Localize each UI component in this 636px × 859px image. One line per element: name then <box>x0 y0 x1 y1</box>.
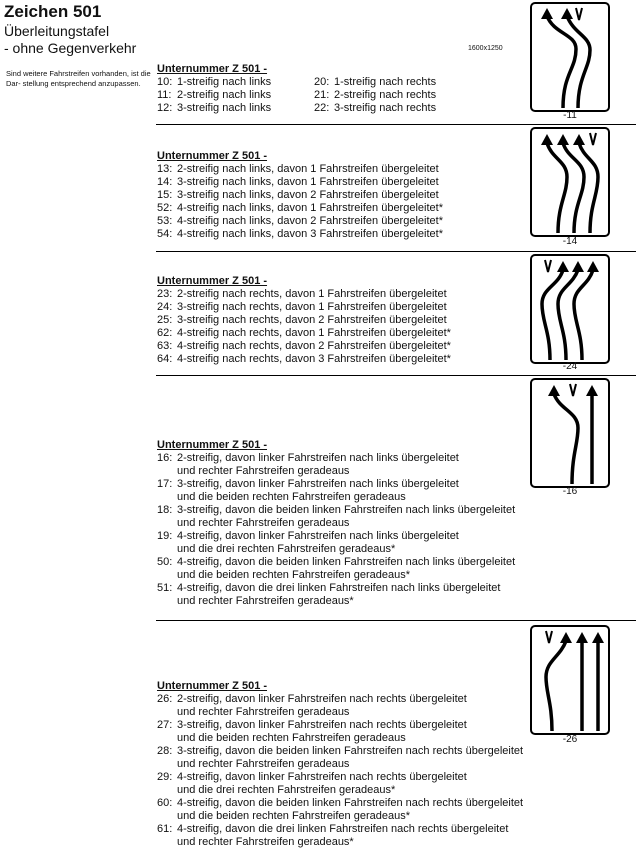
size-label: 1600x1250 <box>468 45 503 52</box>
section-5 <box>157 680 523 849</box>
list-item: 64: 4-streifig nach rechts, davon 3 Fahrstreifen übergeleitet* <box>157 353 451 365</box>
section-heading: Unternummer Z 501 - <box>157 680 268 692</box>
list-item-continuation: und rechter Fahrstreifen geradeaus <box>177 517 350 529</box>
sign-24 <box>530 254 610 364</box>
page-title: Zeichen 501 <box>4 2 102 21</box>
list-item: 11: 2-streifig nach links <box>157 89 272 101</box>
sign-caption: -26 <box>562 734 578 745</box>
list-item: 62: 4-streifig nach rechts, davon 1 Fahrstreifen übergeleitet* <box>157 327 451 339</box>
list-item-continuation: und rechter Fahrstreifen geradeaus* <box>177 595 354 607</box>
list-item: 28: 3-streifig, davon die beiden linken Fahrstreifen nach rechts übergeleitet <box>157 745 524 757</box>
divider <box>156 375 636 376</box>
list-item-continuation: und die beiden rechten Fahrstreifen geradeaus <box>177 732 406 744</box>
section-1 <box>157 63 436 115</box>
list-item: 13: 2-streifig nach links, davon 1 Fahrstreifen übergeleitet <box>157 163 439 175</box>
list-item: 18: 3-streifig, davon die beiden linken Fahrstreifen nach links übergeleitet <box>157 504 516 516</box>
list-item: 51: 4-streifig, davon die drei linken Fahrstreifen nach links übergeleitet <box>157 582 501 594</box>
sign-16 <box>530 378 610 488</box>
list-item: 63: 4-streifig nach rechts, davon 2 Fahrstreifen übergeleitet* <box>157 340 451 352</box>
sign-26 <box>530 625 610 735</box>
list-item: 17: 3-streifig, davon linker Fahrstreifen nach links übergeleitet <box>157 478 459 490</box>
list-item: 10: 1-streifig nach links <box>157 76 272 88</box>
divider <box>156 620 636 621</box>
list-item: 20: 1-streifig nach rechts <box>314 76 437 88</box>
list-item: 21: 2-streifig nach rechts <box>314 89 437 101</box>
list-item: 50: 4-streifig, davon die beiden linken Fahrstreifen nach links übergeleitet <box>157 556 516 568</box>
list-item: 19: 4-streifig, davon linker Fahrstreifen nach links übergeleitet <box>157 530 459 542</box>
list-item: 27: 3-streifig, davon linker Fahrstreifen nach rechts übergeleitet <box>157 719 467 731</box>
sign-caption: -11 <box>563 110 577 121</box>
subtitle-line2: - ohne Gegenverkehr <box>4 40 137 56</box>
sign-14 <box>530 127 610 237</box>
list-item: 25: 3-streifig nach rechts, davon 2 Fahrstreifen übergeleitet <box>157 314 447 326</box>
section-heading: Unternummer Z 501 - <box>157 275 268 287</box>
list-item-continuation: und die drei rechten Fahrstreifen geradeaus* <box>177 784 396 796</box>
list-item-continuation: und rechter Fahrstreifen geradeaus* <box>177 836 354 848</box>
list-item-continuation: und rechter Fahrstreifen geradeaus <box>177 465 350 477</box>
list-item-continuation: und rechter Fahrstreifen geradeaus <box>177 706 350 718</box>
list-item: 60: 4-streifig, davon die beiden linken Fahrstreifen nach rechts übergeleitet <box>157 797 524 809</box>
list-item: 53: 4-streifig nach links, davon 2 Fahrstreifen übergeleitet* <box>157 215 443 227</box>
section-3 <box>157 275 451 366</box>
divider <box>156 251 636 252</box>
list-item-continuation: und die beiden rechten Fahrstreifen geradeaus* <box>177 810 410 822</box>
list-item: 52: 4-streifig nach links, davon 1 Fahrstreifen übergeleitet* <box>157 202 443 214</box>
list-item: 54: 4-streifig nach links, davon 3 Fahrstreifen übergeleitet* <box>157 228 443 240</box>
list-item: 14: 3-streifig nach links, davon 1 Fahrstreifen übergeleitet <box>157 176 439 188</box>
sign-caption: -14 <box>562 236 578 247</box>
subtitle-line1: Überleitungstafel <box>4 23 110 39</box>
list-item: 16: 2-streifig, davon linker Fahrstreifen nach links übergeleitet <box>157 452 459 464</box>
section-heading: Unternummer Z 501 - <box>157 439 268 451</box>
section-4 <box>157 439 515 608</box>
section-heading: Unternummer Z 501 - <box>157 150 268 162</box>
list-item-continuation: und die beiden rechten Fahrstreifen geradeaus <box>177 491 406 503</box>
sign-caption: -16 <box>562 486 578 497</box>
side-note: Sind weitere Fahrstreifen vorhanden, ist die Dar- stellung entsprechend anzupassen. <box>6 69 151 88</box>
list-item-continuation: und rechter Fahrstreifen geradeaus <box>177 758 350 770</box>
list-item: 24: 3-streifig nach rechts, davon 1 Fahrstreifen übergeleitet <box>157 301 447 313</box>
list-item: 29: 4-streifig, davon linker Fahrstreifen nach rechts übergeleitet <box>157 771 467 783</box>
list-item: 23: 2-streifig nach rechts, davon 1 Fahrstreifen übergeleitet <box>157 288 447 300</box>
sign-caption: -24 <box>562 361 578 372</box>
list-item: 12: 3-streifig nach links <box>157 102 272 114</box>
divider <box>156 124 636 125</box>
section-2 <box>157 150 443 241</box>
section-heading: Unternummer Z 501 - <box>157 63 268 75</box>
list-item: 22: 3-streifig nach rechts <box>314 102 437 114</box>
list-item: 15: 3-streifig nach links, davon 2 Fahrstreifen übergeleitet <box>157 189 439 201</box>
list-item: 61: 4-streifig, davon die drei linken Fahrstreifen nach rechts übergeleitet <box>157 823 509 835</box>
sign-11 <box>530 2 610 112</box>
list-item-continuation: und die beiden rechten Fahrstreifen geradeaus* <box>177 569 410 581</box>
list-item: 26: 2-streifig, davon linker Fahrstreifen nach rechts übergeleitet <box>157 693 467 705</box>
list-item-continuation: und die drei rechten Fahrstreifen geradeaus* <box>177 543 396 555</box>
